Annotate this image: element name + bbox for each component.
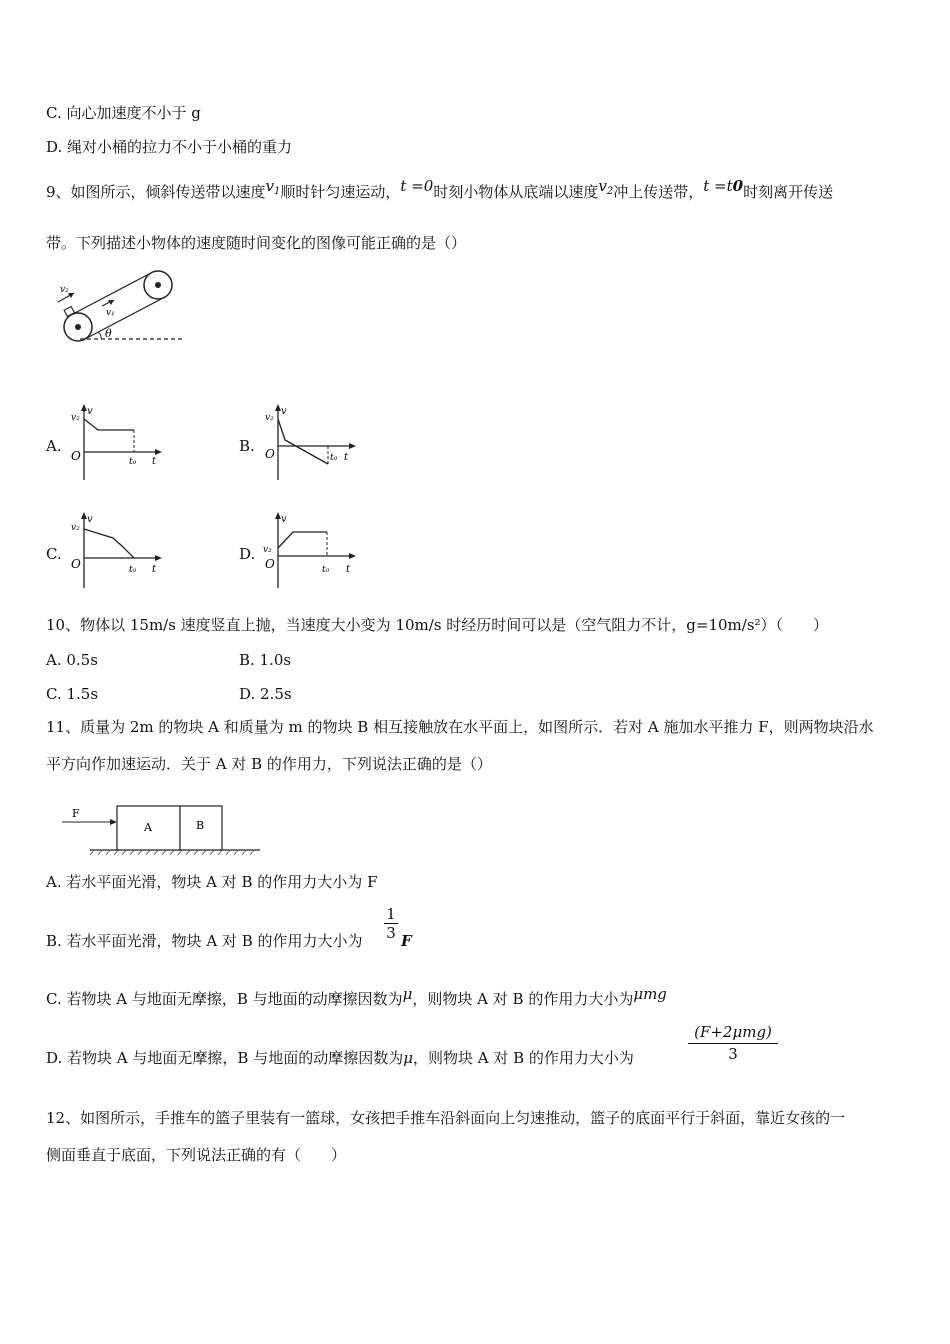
q11-fig-force: F — [72, 807, 80, 820]
q9-conveyor-figure — [50, 268, 200, 348]
q9-graph-b-v: v — [281, 406, 287, 417]
q9-graph-c-t0: t₀ — [129, 565, 137, 575]
q9-t-zero: t =0 — [400, 177, 434, 195]
q9-t-letter: t =t — [703, 177, 733, 195]
q9-v2-sub: 2 — [606, 186, 614, 197]
q11-option-a: A. 若水平面光滑，物块 A 对 B 的作用力大小为 F — [46, 873, 378, 891]
q9-stem-part4: 冲上传送带， — [613, 183, 704, 201]
q11-option-b-fraction — [384, 905, 398, 942]
q9-graph-d-t0: t₀ — [322, 565, 330, 575]
q9-stem-line1 — [46, 177, 834, 208]
q9-stem-part2: 顺时针匀速运动， — [280, 183, 401, 201]
q11-option-d-mu: μ — [403, 1049, 413, 1067]
q8-option-d: D. 绳对小桶的拉力不小于小桶的重力 — [46, 138, 293, 156]
q9-graph-d-v: v — [281, 514, 287, 525]
q9-graph-b-origin: O — [265, 447, 275, 461]
q9-graph-c-v: v — [87, 514, 93, 525]
q11-fig-block-a: A — [144, 821, 152, 834]
q12-stem-line1: 12、如图所示，手推车的篮子里装有一篮球，女孩把手推车沿斜面向上匀速推动，篮子的底面平行于斜面，靠近女孩的一 — [46, 1109, 846, 1127]
q11-option-b-den: 3 — [384, 923, 398, 942]
q11-option-d-text: D. 若物块 A 与地面无摩擦，B 与地面的动摩擦因数为 — [46, 1049, 404, 1067]
q9-v2 — [598, 177, 613, 195]
q11-option-b-num: 1 — [386, 905, 396, 923]
q11-option-b-tail: F — [401, 932, 412, 950]
q9-fig-v1: v₁ — [106, 308, 115, 318]
q10-option-c: C. 1.5s — [46, 685, 99, 703]
q9-v2-letter: v — [598, 177, 607, 195]
q9-graph-c-origin: O — [71, 557, 81, 571]
q9-graph-d-t: t — [346, 564, 351, 575]
q11-option-d-den: 3 — [688, 1043, 778, 1065]
q9-graph-b-v2: v₂ — [265, 413, 274, 423]
q9-t-equals-t0 — [703, 177, 743, 195]
q9-graph-b-t: t — [344, 452, 349, 463]
q8-option-c: C. 向心加速度不小于 g — [46, 104, 201, 122]
q9-graph-a-letter: A. — [46, 437, 62, 455]
q10-option-a: A. 0.5s — [46, 651, 98, 669]
q9-stem-part1: 9、如图所示，倾斜传送带以速度 — [46, 183, 266, 201]
q9-t0-sub: 0 — [732, 177, 744, 195]
q11-option-d-num: (F+2μmg) — [694, 1023, 772, 1041]
q9-v1 — [266, 177, 281, 195]
q12-stem-line2: 侧面垂直于底面，下列说法正确的有（ ） — [46, 1146, 347, 1164]
q9-graph-b-letter: B. — [239, 437, 255, 455]
q11-option-b-text: B. 若水平面光滑，物块 A 对 B 的作用力大小为 — [46, 932, 363, 950]
q9-graph-c-letter: C. — [46, 545, 62, 563]
q11-option-c — [46, 985, 667, 1009]
q9-graph-a — [66, 402, 176, 482]
q10-option-b: B. 1.0s — [239, 651, 292, 669]
q9-graph-c — [66, 510, 176, 590]
q9-graph-c-v2: v₂ — [71, 523, 80, 533]
q9-graph-a-origin: O — [71, 449, 81, 463]
q9-graph-d-origin: O — [265, 557, 275, 571]
q11-option-c-text: C. 若物块 A 与地面无摩擦，B 与地面的动摩擦因数为 — [46, 990, 403, 1008]
q11-option-c-mu: μ — [402, 985, 413, 1003]
q9-graph-a-v2: v₂ — [71, 413, 80, 423]
q9-graph-a-v: v — [87, 406, 93, 417]
q9-stem-part3: 时刻小物体从底端以速度 — [433, 183, 599, 201]
q10-stem: 10、物体以 15m/s 速度竖直上抛，当速度大小变为 10m/s 时经历时间可以是（空气阻力不计，g=10m/s²）（ ） — [46, 616, 829, 634]
q9-graph-d-letter: D. — [239, 545, 256, 563]
q11-option-b — [46, 931, 363, 951]
q11-fig-block-b: B — [196, 819, 205, 832]
q11-stem-line1: 11、质量为 2m 的物块 A 和质量为 m 的物块 B 相互接触放在水平面上，如图所示．若对 A 施加水平推力 F，则两物块沿水 — [46, 718, 874, 736]
q11-option-d-fraction — [688, 1022, 778, 1065]
q11-option-d — [46, 1048, 634, 1068]
q9-v1-sub: 1 — [274, 186, 281, 197]
q11-option-d-mid: ，则物块 A 对 B 的作用力大小为 — [412, 1049, 634, 1067]
q9-graph-b — [260, 402, 370, 482]
q11-stem-line2: 平方向作加速运动．关于 A 对 B 的作用力，下列说法正确的是（） — [46, 755, 492, 773]
q9-graph-d-v2: v₂ — [263, 545, 272, 555]
q9-graph-a-t0: t₀ — [129, 457, 137, 467]
q9-stem-line2: 带。下列描述小物体的速度随时间变化的图像可能正确的是（） — [46, 234, 467, 252]
q9-fig-theta: θ — [105, 327, 112, 340]
q9-stem-part5: 时刻离开传送 — [743, 183, 834, 201]
q9-graph-a-t: t — [152, 456, 157, 467]
q11-option-c-mid: ，则物块 A 对 B 的作用力大小为 — [412, 990, 634, 1008]
q9-graph-d — [260, 510, 370, 590]
q9-fig-v2: v₂ — [60, 285, 69, 295]
q11-option-c-value: μmg — [633, 985, 667, 1003]
q9-graph-b-t0: t₀ — [330, 453, 338, 463]
q10-option-d: D. 2.5s — [239, 685, 292, 703]
q9-v1-letter: v — [265, 177, 275, 195]
q9-graph-c-t: t — [152, 564, 157, 575]
q11-blocks-figure — [60, 798, 270, 858]
